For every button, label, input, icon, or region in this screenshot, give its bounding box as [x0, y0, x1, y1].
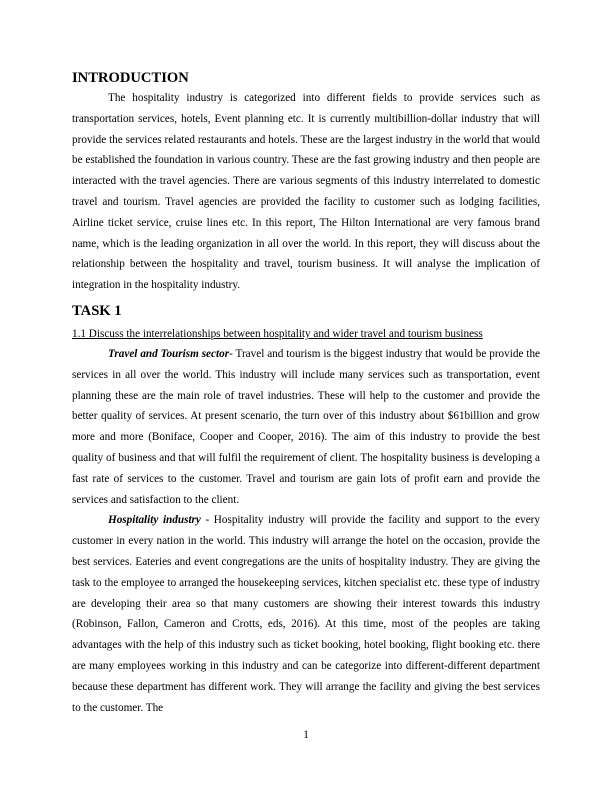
travel-tourism-paragraph — [72, 344, 540, 510]
introduction-paragraph: The hospitality industry is categorized into different fields to provide services such as transportation services, hotels, Event planning etc. It is currently multibillion-dollar industry that will provide the services related restaurants and hotels. These are the largest industry in the world that would be established the foundation in various country. These are the fast growing industry and then people are interacted with the travel agencies. There are various segments of this industry interrelated to domestic travel and tourism. Travel agencies are provided the facility to customer such as lodging facilities, Airline ticket service, cruise lines etc. In this report, The Hilton International are very famous brand name, which is the leading organization in all over the world. In this report, they will discuss about the relationship between the hospitality and travel, tourism business. It will analyse the implication of integration in the hospitality industry. — [72, 92, 540, 292]
hospitality-lead: Hospitality industry — [108, 514, 201, 527]
task1-heading: TASK 1 — [72, 302, 122, 319]
task1-subheading: 1.1 Discuss the interrelationships between hospitality and wider travel and tourism business — [72, 327, 483, 340]
page-content — [72, 68, 540, 718]
travel-tourism-text: - Travel and tourism is the biggest industry that would be provide the services in all over the world. This industry will include many services such as transportation, event planning these are the main role of travel industries. These will help to the customer and provide the better quality of services. At present scenario, the turn over of this industry about $61billion and grow more and more (Boniface, Cooper and Cooper, 2016). The aim of this industry to provide the best quality of business and that will fulfil the requirement of client. The hospitality business is developing a fast rate of services to the customer. Travel and tourism are gain lots of profit earn and provide the services and satisfaction to the client. — [72, 347, 540, 506]
travel-tourism-lead: Travel and Tourism sector — [108, 347, 230, 360]
introduction-heading: INTRODUCTION — [72, 70, 189, 86]
page-number: 1 — [303, 729, 309, 741]
hospitality-text: - Hospitality industry will provide the facility and support to the every customer in every nation in the world. This industry will arrange the hotel on the occasion, provide the best services. Eateries and event congregations are the units of hospitality industry. They are giving the task to the employee to arranged the housekeeping services, kitchen specialist etc. these type of industry are developing their area so that many customers are showing their interest towards this industry (Robinson, Fallon, Cameron and Crotts, eds, 2016). At this time, most of the peoples are taking advantages with the help of this industry such as ticket booking, hotel booking, flight booking etc. there are many employees working in this industry and can be categorize into different-different department because these department has different work. They will arrange the facility and giving the best services to the customer. The — [72, 514, 540, 714]
hospitality-paragraph — [72, 510, 540, 718]
